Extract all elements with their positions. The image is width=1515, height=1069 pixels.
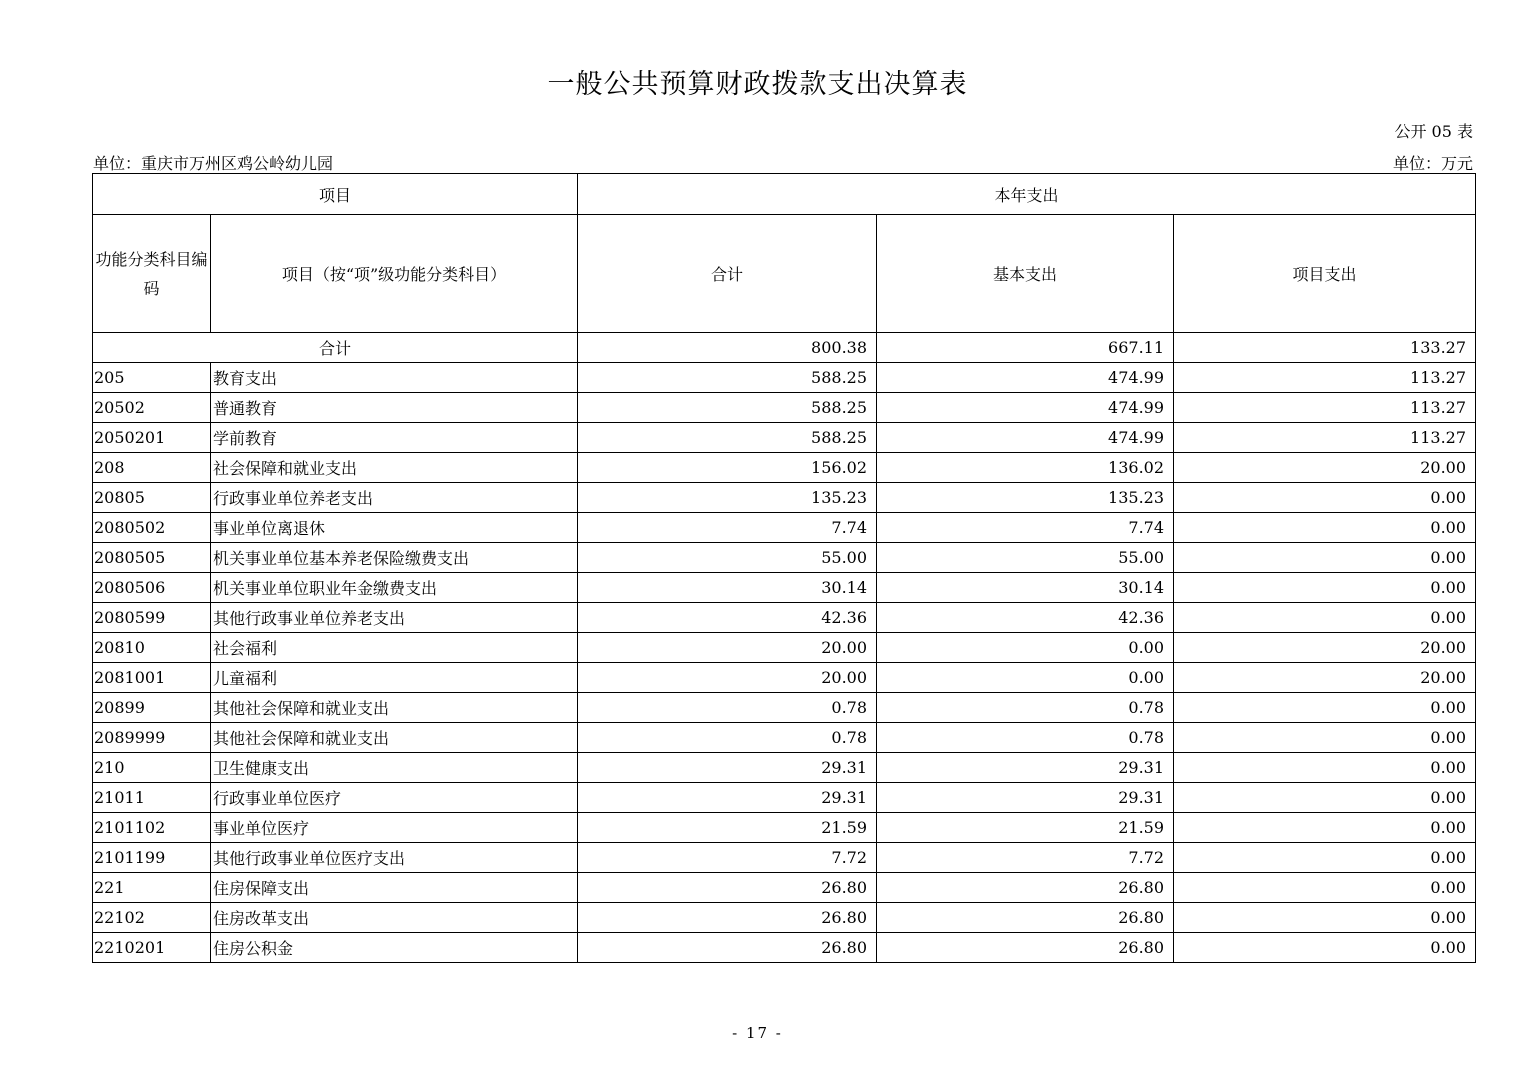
- row-project: 20.00: [1174, 453, 1476, 483]
- row-project: 113.27: [1174, 393, 1476, 423]
- row-name: 其他行政事业单位医疗支出: [211, 843, 578, 873]
- row-code: 2101102: [93, 813, 211, 843]
- row-total: 20.00: [578, 633, 877, 663]
- row-name: 其他社会保障和就业支出: [211, 693, 578, 723]
- row-name: 教育支出: [211, 363, 578, 393]
- row-code: 2081001: [93, 663, 211, 693]
- row-name: 住房改革支出: [211, 903, 578, 933]
- total-row: [93, 333, 1476, 363]
- row-basic: 135.23: [877, 483, 1174, 513]
- row-basic: 30.14: [877, 573, 1174, 603]
- row-project: 113.27: [1174, 423, 1476, 453]
- row-name: 机关事业单位职业年金缴费支出: [211, 573, 578, 603]
- row-total: 21.59: [578, 813, 877, 843]
- row-code: 2101199: [93, 843, 211, 873]
- page-number: - 17 -: [732, 1024, 783, 1042]
- row-basic: 0.00: [877, 633, 1174, 663]
- row-name: 机关事业单位基本养老保险缴费支出: [211, 543, 578, 573]
- row-total: 135.23: [578, 483, 877, 513]
- row-total: 30.14: [578, 573, 877, 603]
- row-total: 588.25: [578, 363, 877, 393]
- table-row: [93, 573, 1476, 603]
- row-basic: 42.36: [877, 603, 1174, 633]
- row-basic: 26.80: [877, 903, 1174, 933]
- row-project: 20.00: [1174, 663, 1476, 693]
- row-project: 0.00: [1174, 693, 1476, 723]
- table-row: [93, 753, 1476, 783]
- row-code: 2080505: [93, 543, 211, 573]
- row-code: 20502: [93, 393, 211, 423]
- row-code: 205: [93, 363, 211, 393]
- row-name: 儿童福利: [211, 663, 578, 693]
- total-project: 133.27: [1174, 333, 1476, 363]
- row-total: 156.02: [578, 453, 877, 483]
- row-project: 113.27: [1174, 363, 1476, 393]
- header-current-year: 本年支出: [578, 174, 1476, 215]
- header-project: 项目: [93, 174, 578, 215]
- row-total: 29.31: [578, 783, 877, 813]
- table-row: [93, 513, 1476, 543]
- header-basic: 基本支出: [877, 215, 1174, 333]
- total-sum: 800.38: [578, 333, 877, 363]
- table-row: [93, 813, 1476, 843]
- row-project: 0.00: [1174, 483, 1476, 513]
- row-name: 行政事业单位养老支出: [211, 483, 578, 513]
- table-row: [93, 933, 1476, 963]
- row-total: 55.00: [578, 543, 877, 573]
- row-basic: 7.72: [877, 843, 1174, 873]
- row-basic: 55.00: [877, 543, 1174, 573]
- row-code: 221: [93, 873, 211, 903]
- row-basic: 0.78: [877, 723, 1174, 753]
- unit-label: 单位：万元: [1392, 154, 1473, 173]
- table-row: [93, 423, 1476, 453]
- row-project: 0.00: [1174, 813, 1476, 843]
- table-row: [93, 783, 1476, 813]
- row-basic: 474.99: [877, 393, 1174, 423]
- header-row-top: [93, 174, 1476, 215]
- table-row: [93, 663, 1476, 693]
- row-basic: 7.74: [877, 513, 1174, 543]
- row-name: 事业单位离退休: [211, 513, 578, 543]
- page-title: 一般公共预算财政拨款支出决算表: [547, 69, 968, 100]
- header-item: 项目（按“项”级功能分类科目）: [211, 215, 578, 333]
- row-name: 卫生健康支出: [211, 753, 578, 783]
- row-name: 社会福利: [211, 633, 578, 663]
- row-code: 2080599: [93, 603, 211, 633]
- row-project: 0.00: [1174, 723, 1476, 753]
- row-code: 2080506: [93, 573, 211, 603]
- row-name: 行政事业单位医疗: [211, 783, 578, 813]
- row-project: 0.00: [1174, 933, 1476, 963]
- row-code: 210: [93, 753, 211, 783]
- row-project: 0.00: [1174, 843, 1476, 873]
- row-project: 0.00: [1174, 513, 1476, 543]
- table-row: [93, 843, 1476, 873]
- table-row: [93, 873, 1476, 903]
- row-code: 2050201: [93, 423, 211, 453]
- row-code: 2089999: [93, 723, 211, 753]
- row-total: 26.80: [578, 933, 877, 963]
- row-total: 7.72: [578, 843, 877, 873]
- organization-label: 单位：重庆市万州区鸡公岭幼儿园: [93, 154, 334, 173]
- row-name: 住房公积金: [211, 933, 578, 963]
- row-name: 社会保障和就业支出: [211, 453, 578, 483]
- total-basic: 667.11: [877, 333, 1174, 363]
- row-name: 住房保障支出: [211, 873, 578, 903]
- table-row: [93, 693, 1476, 723]
- row-basic: 474.99: [877, 423, 1174, 453]
- row-basic: 21.59: [877, 813, 1174, 843]
- table-row: [93, 453, 1476, 483]
- table-row: [93, 903, 1476, 933]
- row-total: 20.00: [578, 663, 877, 693]
- table-row: [93, 483, 1476, 513]
- row-basic: 29.31: [877, 753, 1174, 783]
- row-total: 588.25: [578, 393, 877, 423]
- row-project: 0.00: [1174, 783, 1476, 813]
- row-basic: 474.99: [877, 363, 1174, 393]
- form-number: 公开 05 表: [1394, 122, 1473, 141]
- row-basic: 136.02: [877, 453, 1174, 483]
- row-project: 0.00: [1174, 543, 1476, 573]
- row-code: 21011: [93, 783, 211, 813]
- row-basic: 0.00: [877, 663, 1174, 693]
- row-code: 20810: [93, 633, 211, 663]
- row-total: 0.78: [578, 723, 877, 753]
- row-basic: 0.78: [877, 693, 1174, 723]
- row-code: 2080502: [93, 513, 211, 543]
- table-row: [93, 543, 1476, 573]
- row-total: 588.25: [578, 423, 877, 453]
- row-total: 0.78: [578, 693, 877, 723]
- row-project: 0.00: [1174, 903, 1476, 933]
- row-basic: 29.31: [877, 783, 1174, 813]
- row-project: 20.00: [1174, 633, 1476, 663]
- row-name: 事业单位医疗: [211, 813, 578, 843]
- header-project-exp: 项目支出: [1174, 215, 1476, 333]
- row-project: 0.00: [1174, 873, 1476, 903]
- table-row: [93, 723, 1476, 753]
- row-name: 其他社会保障和就业支出: [211, 723, 578, 753]
- expenditure-table: [92, 173, 1476, 963]
- table-row: [93, 363, 1476, 393]
- row-basic: 26.80: [877, 933, 1174, 963]
- table-row: [93, 633, 1476, 663]
- row-code: 22102: [93, 903, 211, 933]
- row-code: 2210201: [93, 933, 211, 963]
- row-code: 208: [93, 453, 211, 483]
- row-project: 0.00: [1174, 573, 1476, 603]
- row-project: 0.00: [1174, 603, 1476, 633]
- row-code: 20899: [93, 693, 211, 723]
- row-total: 29.31: [578, 753, 877, 783]
- table-row: [93, 393, 1476, 423]
- header-code: 功能分类科目编码: [93, 215, 211, 333]
- total-label: 合计: [93, 333, 578, 363]
- table-row: [93, 603, 1476, 633]
- row-name: 其他行政事业单位养老支出: [211, 603, 578, 633]
- row-name: 学前教育: [211, 423, 578, 453]
- header-total: 合计: [578, 215, 877, 333]
- row-project: 0.00: [1174, 753, 1476, 783]
- row-basic: 26.80: [877, 873, 1174, 903]
- row-total: 26.80: [578, 873, 877, 903]
- row-total: 7.74: [578, 513, 877, 543]
- row-total: 26.80: [578, 903, 877, 933]
- header-row-bottom: [93, 215, 1476, 333]
- row-code: 20805: [93, 483, 211, 513]
- row-total: 42.36: [578, 603, 877, 633]
- row-name: 普通教育: [211, 393, 578, 423]
